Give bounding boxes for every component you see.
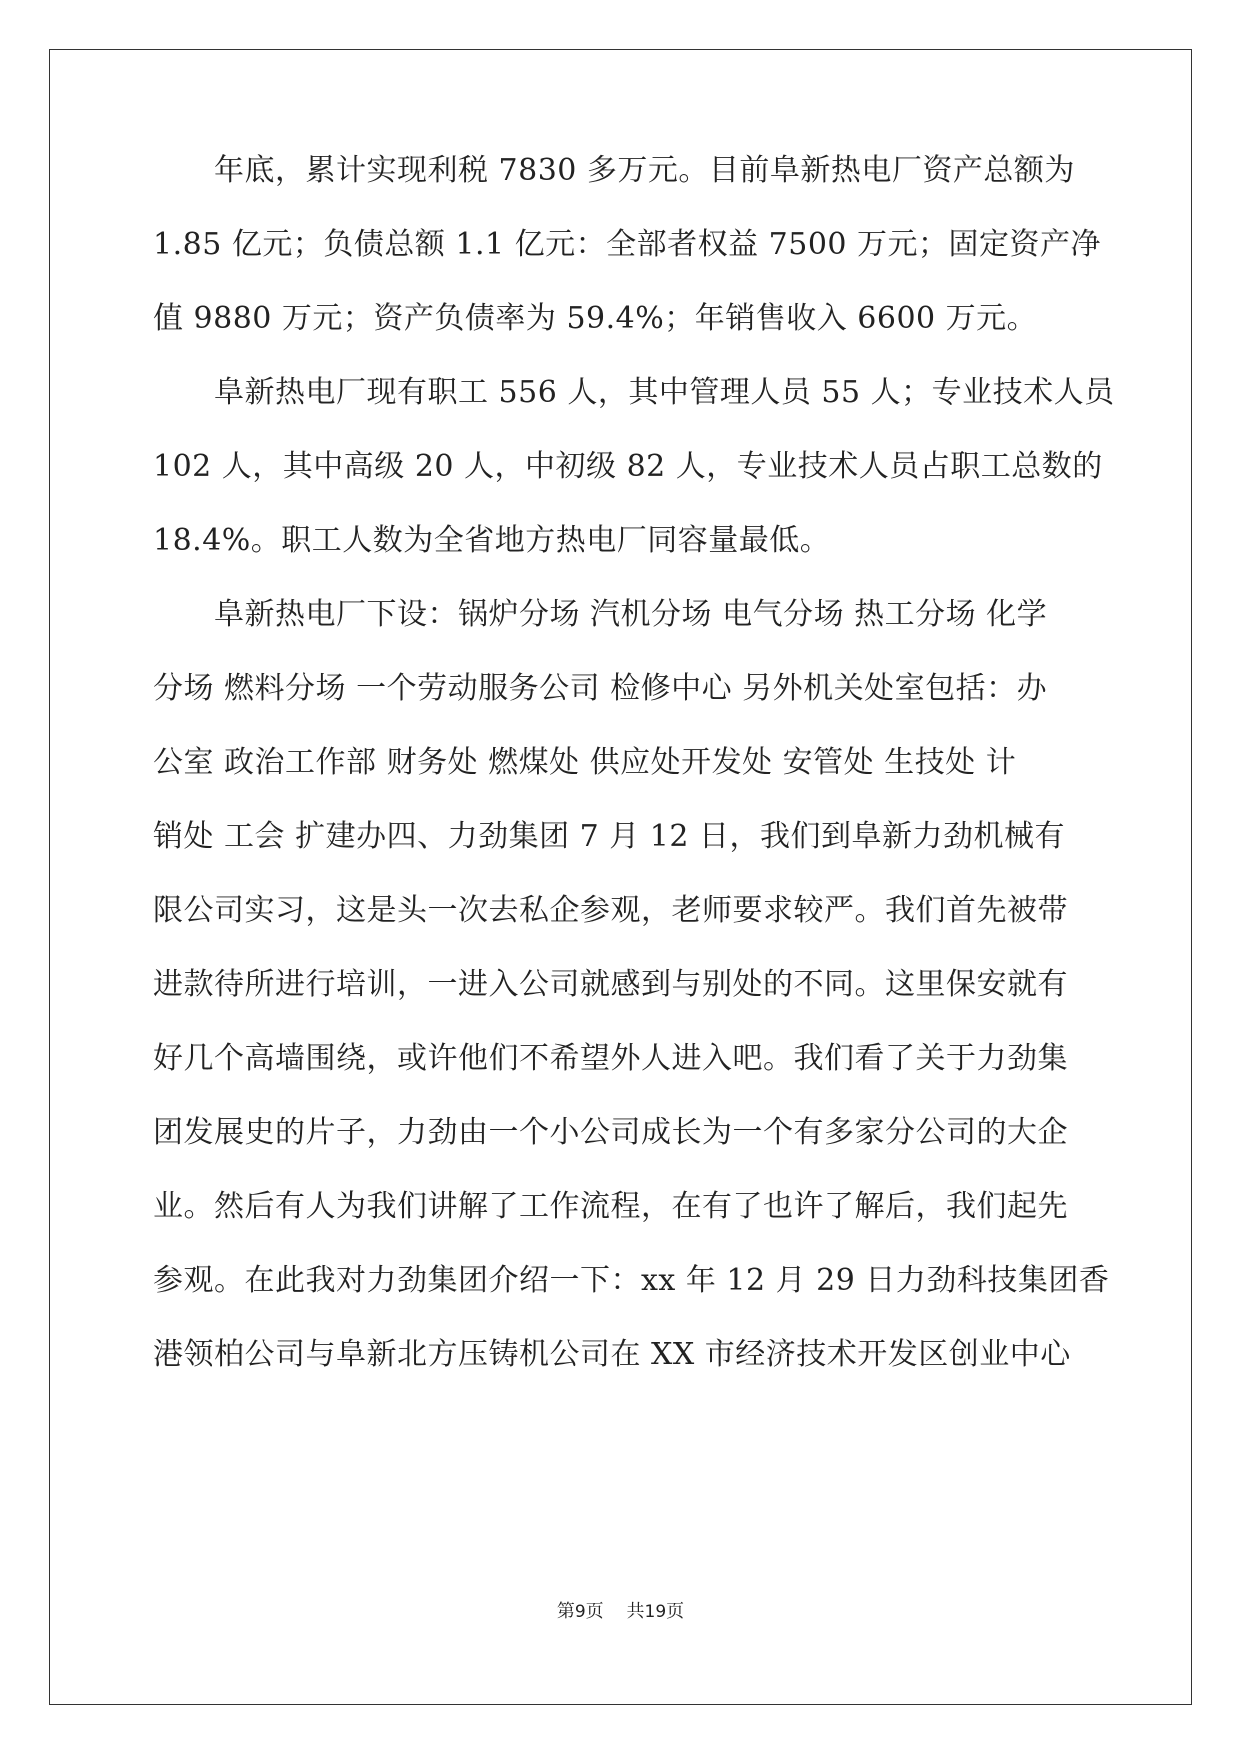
text-line: 公室 政治工作部 财务处 燃煤处 供应处开发处 安管处 生技处 计 [153,745,1017,780]
text-line: 好几个高墙围绕，或许他们不希望外人进入吧。我们看了关于力劲集 [153,1041,1068,1076]
text-line: 销处 工会 扩建办四、力劲集团 7 月 12 日，我们到阜新力劲机械有 [153,819,1065,854]
page-footer [0,1600,1241,1624]
text-line: 限公司实习，这是头一次去私企参观，老师要求较严。我们首先被带 [153,893,1068,928]
text-line: 分场 燃料分场 一个劳动服务公司 检修中心 另外机关处室包括：办 [153,671,1048,706]
text-line: 阜新热电厂现有职工 556 人，其中管理人员 55 人；专业技术人员 [153,375,1115,410]
page-suffix: 页 [585,1601,604,1622]
text-line: 18.4%。职工人数为全省地方热电厂同容量最低。 [153,523,831,558]
total-pages: 19 [644,1602,667,1622]
text-line: 值 9880 万元；资产负债率为 59.4%；年销售收入 6600 万元。 [153,301,1038,336]
text-line: 102 人，其中高级 20 人，中初级 82 人，专业技术人员占职工总数的 [153,449,1103,484]
page-prefix: 第 [556,1601,575,1622]
text-line: 参观。在此我对力劲集团介绍一下：xx 年 12 月 29 日力劲科技集团香 [153,1263,1110,1298]
text-line: 1.85 亿元；负债总额 1.1 亿元：全部者权益 7500 万元；固定资产净 [153,227,1102,262]
text-line: 业。然后有人为我们讲解了工作流程，在有了也许了解后，我们起先 [153,1189,1068,1224]
text-line: 阜新热电厂下设：锅炉分场 汽机分场 电气分场 热工分场 化学 [153,597,1048,632]
total-prefix: 共 [626,1601,645,1622]
text-line: 进款待所进行培训，一进入公司就感到与别处的不同。这里保安就有 [153,967,1068,1002]
text-line: 团发展史的片子，力劲由一个小公司成长为一个有多家分公司的大企 [153,1115,1068,1150]
text-line: 港领柏公司与阜新北方压铸机公司在 XX 市经济技术开发区创业中心 [153,1337,1071,1372]
text-line: 年底，累计实现利税 7830 多万元。目前阜新热电厂资产总额为 [153,153,1075,188]
total-suffix: 页 [666,1601,685,1622]
page-number: 9 [574,1602,586,1622]
